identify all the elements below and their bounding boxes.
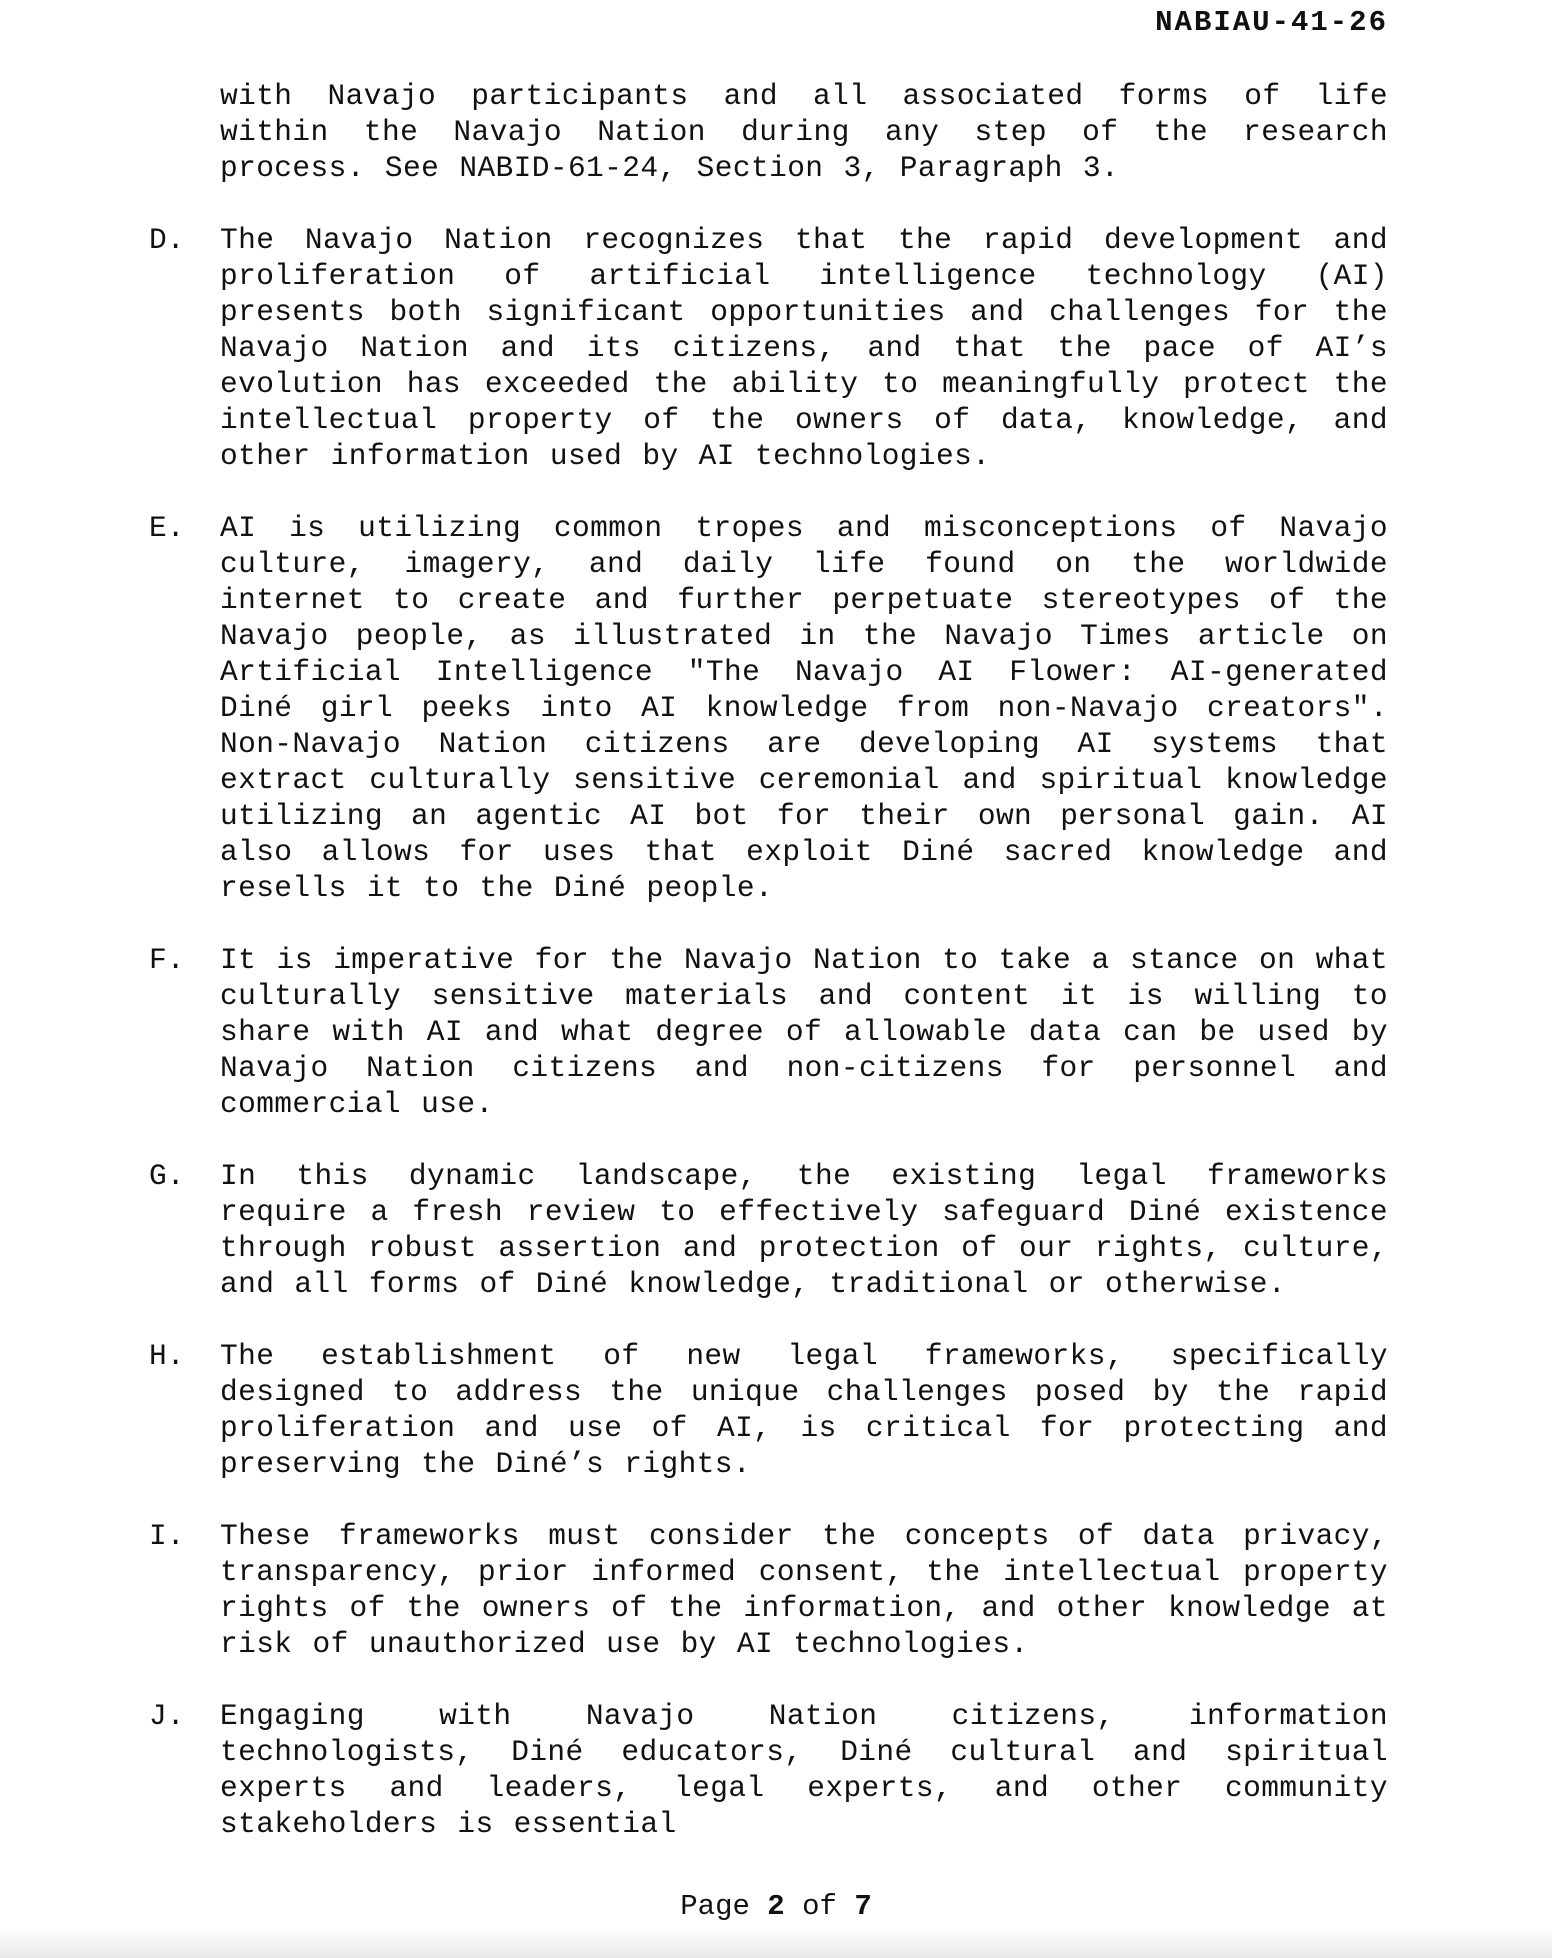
paragraph-g: [149, 1158, 1388, 1302]
paragraph-marker: E.: [149, 511, 185, 545]
page-label: Page: [680, 1890, 750, 1923]
paragraph-text: In this dynamic landscape, the existing legal frameworks require a fresh review to effectively safeguard Diné existence through robust assertion and protection of our rights, culture, and all forms of Diné knowledge, traditional or otherwise.: [220, 1159, 1388, 1301]
page-total: 7: [854, 1890, 872, 1923]
paragraph-text: The establishment of new legal frameworks, specifically designed to address the unique challenges posed by the rapid proliferation and use of AI, is critical for protecting and preserving the Diné’s rights.: [220, 1339, 1388, 1481]
paragraph-h: [149, 1338, 1388, 1482]
paragraph-i: [149, 1518, 1388, 1662]
paragraph-text: Engaging with Navajo Nation citizens, information technologists, Diné educators, Diné cultural and spiritual experts and leaders, legal experts, and other community stakeholders is essential: [220, 1699, 1388, 1841]
paragraph-d: [149, 222, 1388, 474]
paragraph-marker: G.: [149, 1159, 185, 1193]
paragraph-e: [149, 510, 1388, 906]
paragraph-text: AI is utilizing common tropes and misconceptions of Navajo culture, imagery, and daily life found on the worldwide internet to create and further perpetuate stereotypes of the Navajo people, as illustrated in the Navajo Times article on Artificial Intelligence "The Navajo AI Flower: AI-generated Diné girl peeks into AI knowledge from non-Navajo creators". Non-Navajo Nation citizens are developing AI systems that extract culturally sensitive ceremonial and spiritual knowledge utilizing an agentic AI bot for their own personal gain. AI also allows for uses that exploit Diné sacred knowledge and resells it to the Diné people.: [220, 511, 1388, 905]
paragraph-text: These frameworks must consider the concepts of data privacy, transparency, prior informed consent, the intellectual property rights of the owners of the information, and other knowledge at risk of unauthorized use by AI technologies.: [220, 1519, 1388, 1661]
paragraph-marker: F.: [149, 943, 185, 977]
page-number: 2: [767, 1890, 785, 1923]
paragraph-marker: H.: [149, 1339, 185, 1373]
paragraph-j: [149, 1698, 1388, 1842]
paragraph-text: It is imperative for the Navajo Nation to take a stance on what culturally sensitive materials and content it is willing to share with AI and what degree of allowable data can be used by Navajo Nation citizens and non-citizens for personnel and commercial use.: [220, 943, 1388, 1121]
page-footer: [0, 1890, 1552, 1923]
paragraph-text: The Navajo Nation recognizes that the rapid development and proliferation of artificial intelligence technology (AI) presents both significant opportunities and challenges for the Navajo Nation and its citizens, and that the pace of AI’s evolution has exceeded the ability to meaningfully protect the intellectual property of the owners of data, knowledge, and other information used by AI technologies.: [220, 223, 1388, 473]
paragraph-marker: D.: [149, 223, 185, 257]
document-id: NABIAU-41-26: [1155, 6, 1388, 39]
paragraph-marker: I.: [149, 1519, 185, 1553]
paragraph-f: [149, 942, 1388, 1122]
paragraph-marker: J.: [149, 1699, 185, 1733]
document-body: [149, 78, 1388, 1842]
scan-bottom-shadow: [0, 1928, 1552, 1958]
page-of-label: of: [802, 1890, 837, 1923]
continued-paragraph: with Navajo participants and all associated forms of life within the Navajo Nation during any step of the research process. See NABID-61-24, Section 3, Paragraph 3.: [220, 79, 1388, 185]
